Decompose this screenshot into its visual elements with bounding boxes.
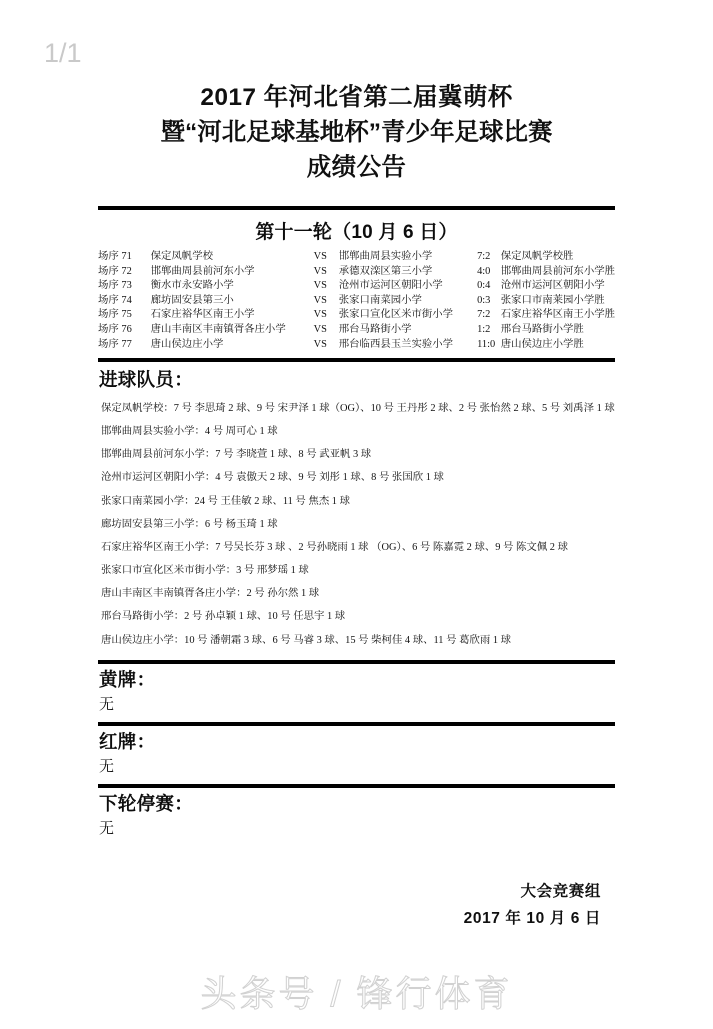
away-team: 邢台临西县玉兰实验小学 xyxy=(338,338,454,350)
match-number: 场序 71 xyxy=(98,251,132,262)
divider-red-card xyxy=(98,722,615,726)
vs-label: VS xyxy=(313,323,327,335)
home-team: 保定凤帆学校 xyxy=(150,251,213,262)
match-number: 场序 77 xyxy=(98,338,132,350)
table-row xyxy=(98,323,615,338)
vs-label: VS xyxy=(313,338,327,350)
yellow-card-section xyxy=(98,660,615,714)
divider-scorers xyxy=(98,358,615,362)
match-result: 保定凤帆学校胜 xyxy=(500,251,574,262)
vs-label: VS xyxy=(313,265,327,277)
match-result: 唐山侯边庄小学胜 xyxy=(500,338,584,350)
match-score: 11:0 xyxy=(477,338,496,350)
signoff-date: 2017 年 10 月 6 日 xyxy=(463,910,601,928)
match-number: 场序 73 xyxy=(98,280,132,292)
list-item: 保定凤帆学校：7 号 李思琦 2 球、9 号 宋尹泽 1 球（OG）、10 号 王丹彤 2 球、2 号 张怡然 2 球、5 号 刘禹泽 1 球 xyxy=(101,402,615,414)
list-item: 邢台马路街小学：2 号 孙卓颖 1 球、10 号 任思宇 1 球 xyxy=(101,611,346,623)
list-item: 石家庄裕华区南王小学：7 号吴长芬 3 球 、2 号孙晓雨 1 球 （OG）、6 号 陈嘉霓 2 球、9 号 陈文佩 2 球 xyxy=(101,541,568,553)
match-score: 0:3 xyxy=(477,294,491,306)
divider-suspension xyxy=(98,784,615,788)
match-results-body xyxy=(98,250,615,352)
vs-label: VS xyxy=(313,294,327,306)
table-row xyxy=(98,294,615,309)
list-item: 廊坊固安县第三小学：6 号 杨玉琦 1 球 xyxy=(101,518,278,530)
home-team: 石家庄裕华区南王小学 xyxy=(150,309,255,321)
divider-yellow-card xyxy=(98,660,615,664)
title-line-1: 2017 年河北省第二届冀萌杯 xyxy=(200,84,513,111)
yellow-card-title: 黄牌： xyxy=(99,669,156,691)
title-line-3: 成绩公告 xyxy=(306,154,407,181)
away-team: 张家口南菜园小学 xyxy=(338,294,422,306)
match-result: 石家庄裕华区南王小学胜 xyxy=(500,309,615,321)
match-number: 场序 72 xyxy=(98,265,132,277)
title-line-2: 暨“河北足球基地杯”青少年足球比赛 xyxy=(160,119,553,146)
match-score: 1:2 xyxy=(477,323,491,335)
away-team: 邢台马路街小学 xyxy=(338,323,412,335)
match-result: 邢台马路街小学胜 xyxy=(500,323,584,335)
list-item: 邯郸曲周县前河东小学：7 号 李晓萱 1 球、8 号 武亚帆 3 球 xyxy=(101,449,372,461)
list-item: 张家口南菜园小学：24 号 王佳敏 2 球、11 号 焦杰 1 球 xyxy=(101,495,350,507)
signoff-organization: 大会竞赛组 xyxy=(520,883,601,901)
match-result: 张家口市南莱园小学胜 xyxy=(500,294,605,306)
scorers-list xyxy=(98,397,615,652)
match-result: 邯郸曲周县前河东小学胜 xyxy=(500,265,615,277)
list-item: 张家口市宣化区米市街小学：3 号 邢梦瑶 1 球 xyxy=(101,565,309,577)
list-item: 唐山丰南区丰南镇胥各庄小学：2 号 孙尔然 1 球 xyxy=(101,588,320,600)
list-item: 邯郸曲周县实验小学：4 号 周可心 1 球 xyxy=(101,425,278,437)
table-row xyxy=(98,338,615,353)
scorers-section-title: 进球队员： xyxy=(99,369,194,391)
watermark: 头条号 / 锋行体育 xyxy=(200,973,513,1014)
vs-label: VS xyxy=(313,309,327,321)
document-body xyxy=(98,0,615,932)
yellow-card-value: 无 xyxy=(99,696,115,714)
away-team: 沧州市运河区朝阳小学 xyxy=(338,280,443,292)
red-card-title: 红牌： xyxy=(99,731,156,753)
home-team: 唐山丰南区丰南镇胥各庄小学 xyxy=(150,323,286,335)
match-score: 4:0 xyxy=(477,265,491,277)
home-team: 唐山侯边庄小学 xyxy=(150,338,224,350)
table-row xyxy=(98,265,615,280)
table-row xyxy=(98,279,615,294)
red-card-value: 无 xyxy=(99,758,115,776)
vs-label: VS xyxy=(313,251,327,262)
away-team: 邯郸曲周县实验小学 xyxy=(338,251,433,262)
suspension-title: 下轮停赛： xyxy=(99,793,194,815)
match-number: 场序 76 xyxy=(98,323,132,335)
away-team: 张家口宣化区米市街小学 xyxy=(338,309,454,321)
match-results-table xyxy=(98,250,615,352)
page-title xyxy=(98,80,615,185)
match-result: 沧州市运河区朝阳小学 xyxy=(500,280,605,292)
home-team: 衡水市永安路小学 xyxy=(150,280,234,292)
match-number: 场序 74 xyxy=(98,294,132,306)
home-team: 邯郸曲周县前河东小学 xyxy=(150,265,255,277)
table-row xyxy=(98,250,615,265)
match-score: 7:2 xyxy=(477,309,491,321)
round-heading: 第十一轮（10 月 6 日） xyxy=(255,222,458,243)
away-team: 承德双滦区第三小学 xyxy=(338,265,433,277)
divider-top xyxy=(98,206,615,210)
signoff-block xyxy=(98,878,615,932)
match-number: 场序 75 xyxy=(98,309,132,321)
page-indicator: 1/1 xyxy=(44,38,82,68)
match-score: 0:4 xyxy=(477,280,491,292)
vs-label: VS xyxy=(313,280,327,292)
red-card-section xyxy=(98,722,615,776)
match-score: 7:2 xyxy=(477,251,491,262)
list-item: 唐山侯边庄小学：10 号 潘朝霜 3 球、6 号 马睿 3 球、15 号 柴柯佳 4 球、11 号 葛欣雨 1 球 xyxy=(101,634,512,646)
home-team: 廊坊固安县第三小 xyxy=(150,294,234,306)
suspension-value: 无 xyxy=(99,820,115,838)
suspension-section xyxy=(98,784,615,838)
list-item: 沧州市运河区朝阳小学：4 号 袁傲天 2 球、9 号 刘彤 1 球、8 号 张国欣 1 球 xyxy=(101,472,444,484)
table-row xyxy=(98,308,615,323)
